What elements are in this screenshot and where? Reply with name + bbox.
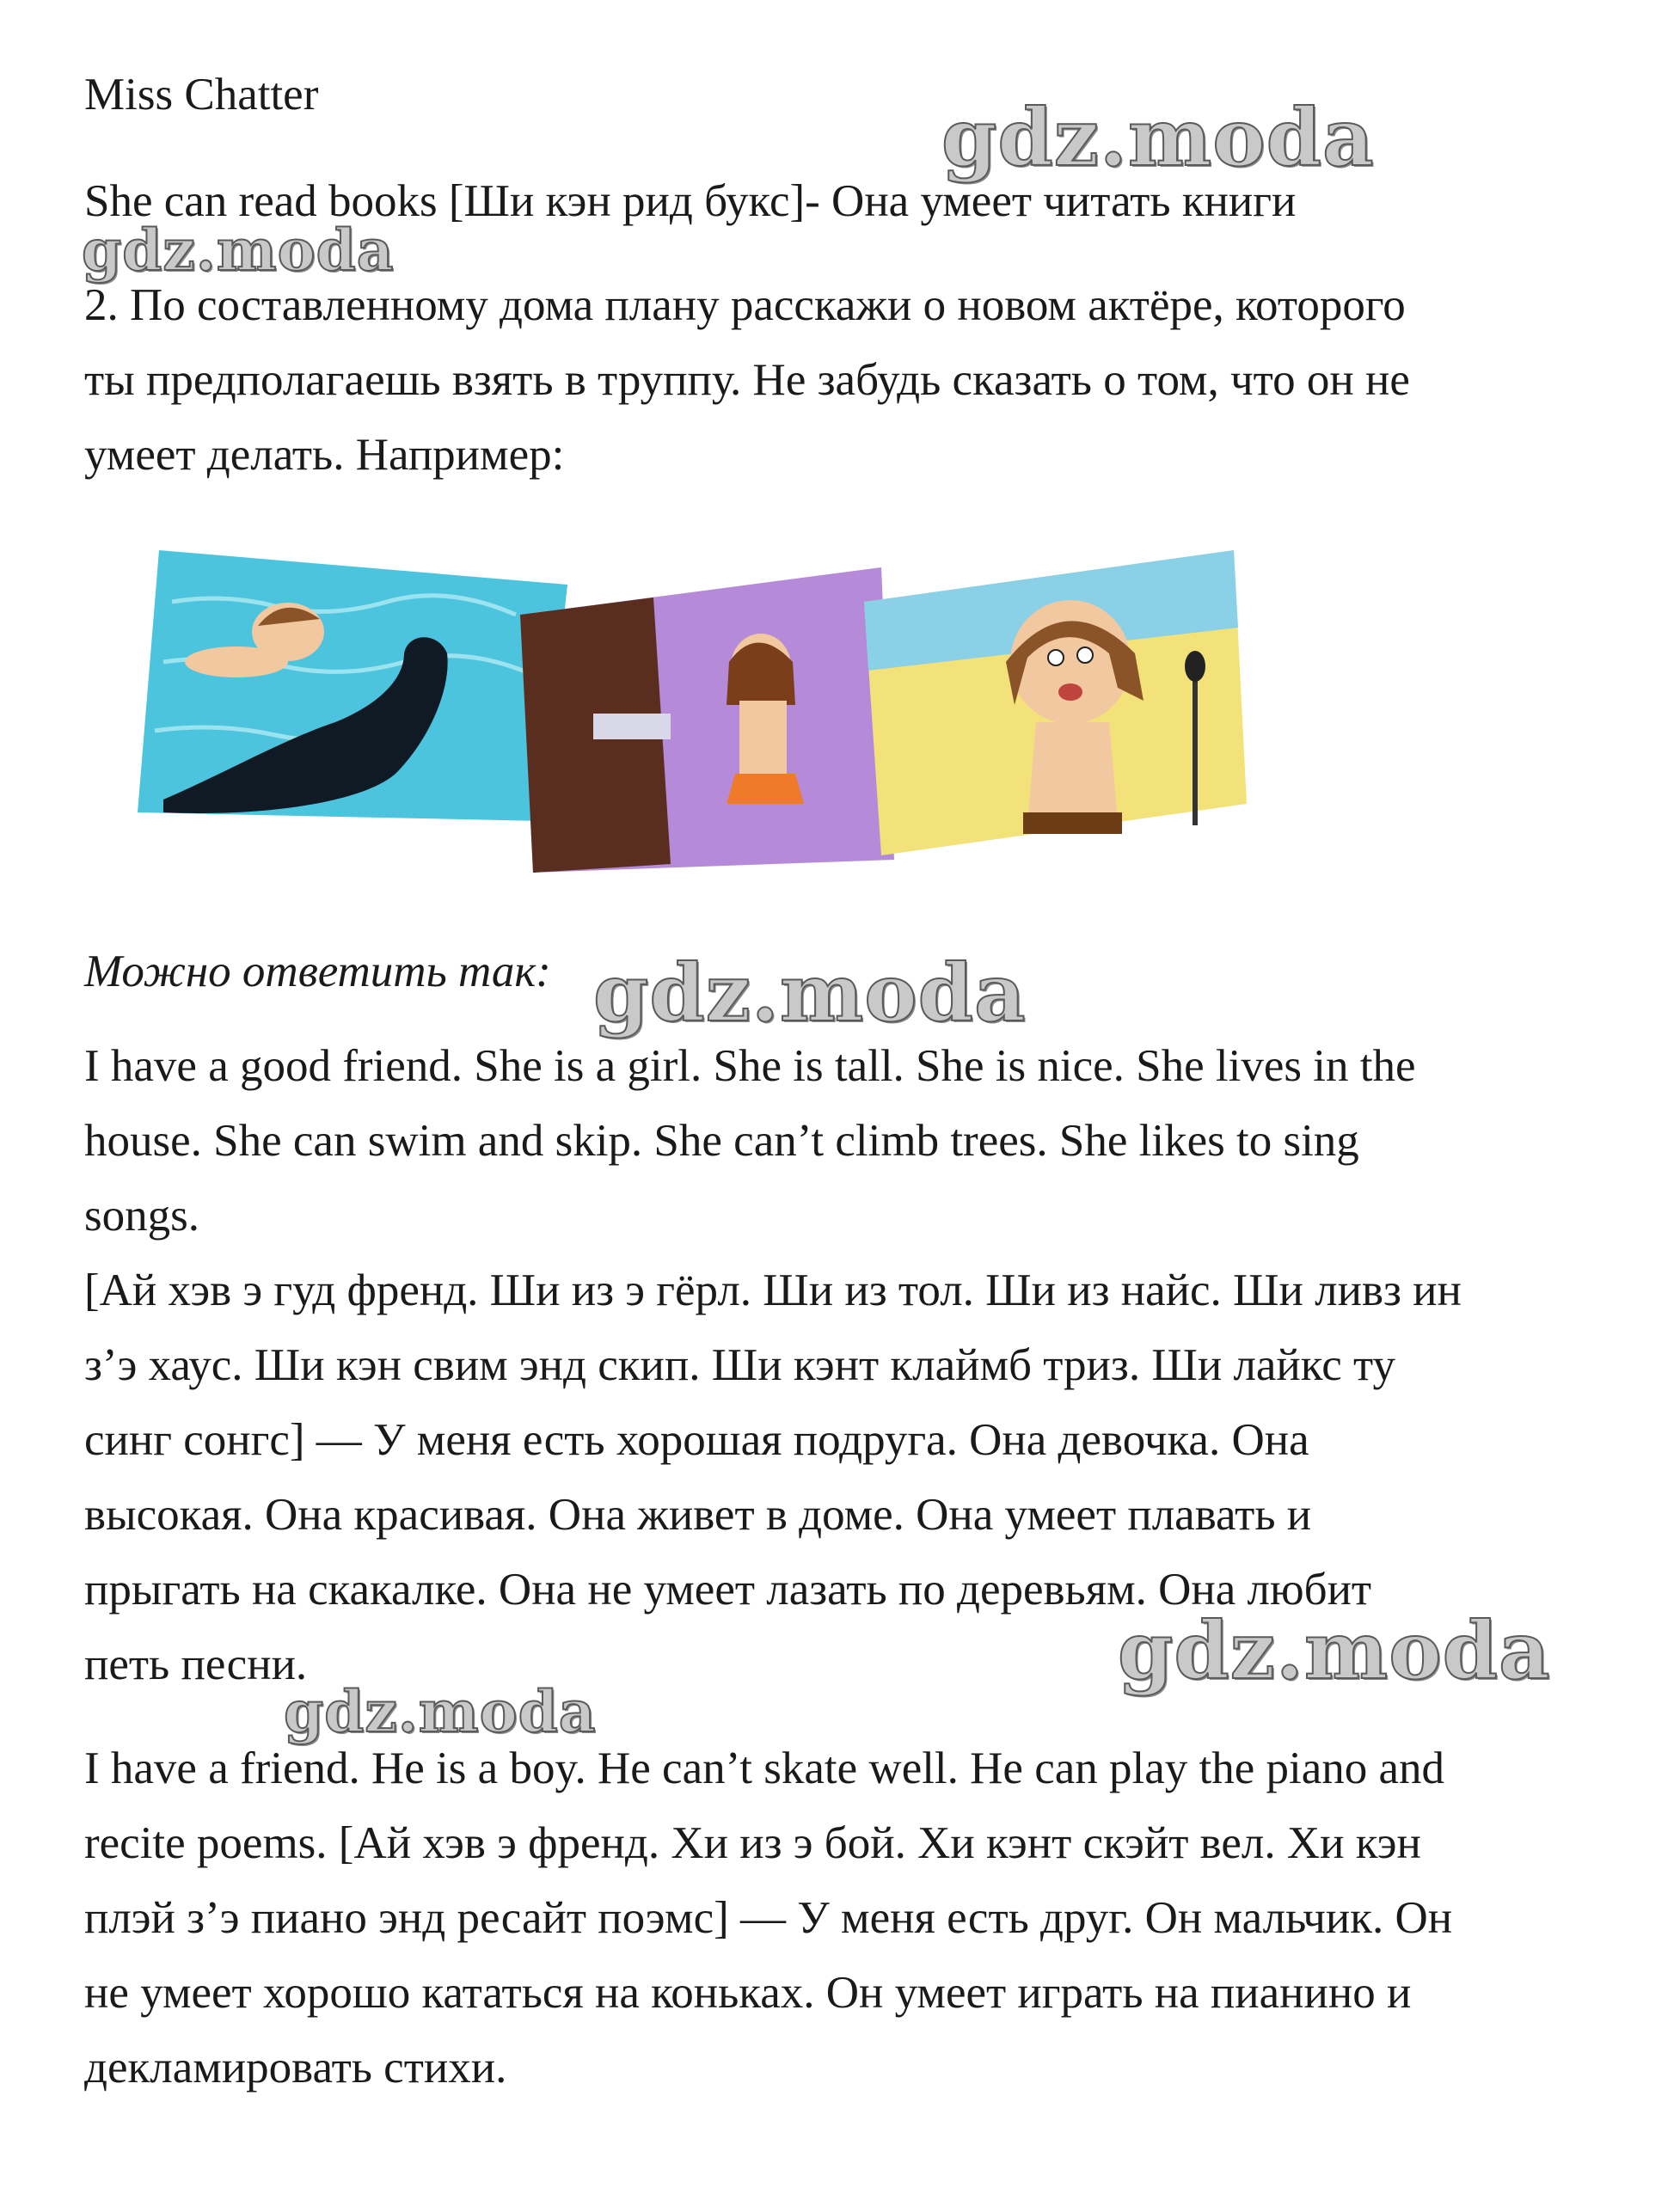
text-line: She can read books [Ши кэн рид букс]- Она умеет читать книги [84,176,1297,226]
paragraph-line: з’э хаус. Ши кэн свим энд скип. Ши кэнт клаймб триз. Ши лайкс ту [84,1340,1395,1390]
paragraph-line: плэй з’э пиано энд ресайт поэмс] — У меня есть друг. Он мальчик. Он [84,1893,1453,1943]
watermark: gdz.moda [82,217,395,284]
watermark: gdz.moda [941,91,1375,184]
task-line: ты предполагаешь взять в труппу. Не забудь сказать о том, что он не [84,355,1410,405]
task-line: умеет делать. Например: [84,430,565,480]
paragraph-line: songs. [84,1191,200,1241]
singing-child-icon [864,550,1247,855]
watermark: gdz.moda [284,1678,597,1745]
paragraph-line: I have a good friend. She is a girl. She is tall. She is nice. She lives in the [84,1041,1416,1091]
paragraph-line: recite poems. [Ай хэв э френд. Хи из э бой. Хи кэнт скэйт вел. Хи кэн [84,1818,1421,1868]
paragraph-line: [Ай хэв э гуд френд. Ши из э гёрл. Ши из тол. Ши из найс. Ши ливз ин [84,1265,1462,1315]
task-line: 2. По составленному дома плану расскажи о новом актёре, которого [84,280,1406,330]
paragraph-line: прыгать на скакалке. Она не умеет лазать по деревьям. Она любит [84,1565,1372,1615]
swimming-child-icon [138,550,567,821]
paragraph-line: декламировать стихи. [84,2043,507,2093]
piano-child-icon [520,567,894,873]
watermark: gdz.moda [593,947,1027,1039]
page-header-title: Miss Chatter [84,70,319,119]
paragraph-line: высокая. Она красивая. Она живет в доме. Она умеет плавать и [84,1490,1312,1540]
paragraph-line: не умеет хорошо кататься на коньках. Он умеет играть на пианино и [84,1968,1412,2018]
illustration [0,0,1680,911]
watermark: gdz.moda [1118,1604,1551,1697]
paragraph-line: петь песни. [84,1639,308,1689]
paragraph-line: синг сонгс] — У меня есть хорошая подруга. Она девочка. Она [84,1415,1309,1465]
paragraph-line: I have a friend. He is a boy. He can’t skate well. He can play the piano and [84,1743,1445,1793]
paragraph-line: house. She can swim and skip. She can’t climb trees. She likes to sing [84,1116,1359,1166]
answer-intro: Можно ответить так: [84,947,551,996]
